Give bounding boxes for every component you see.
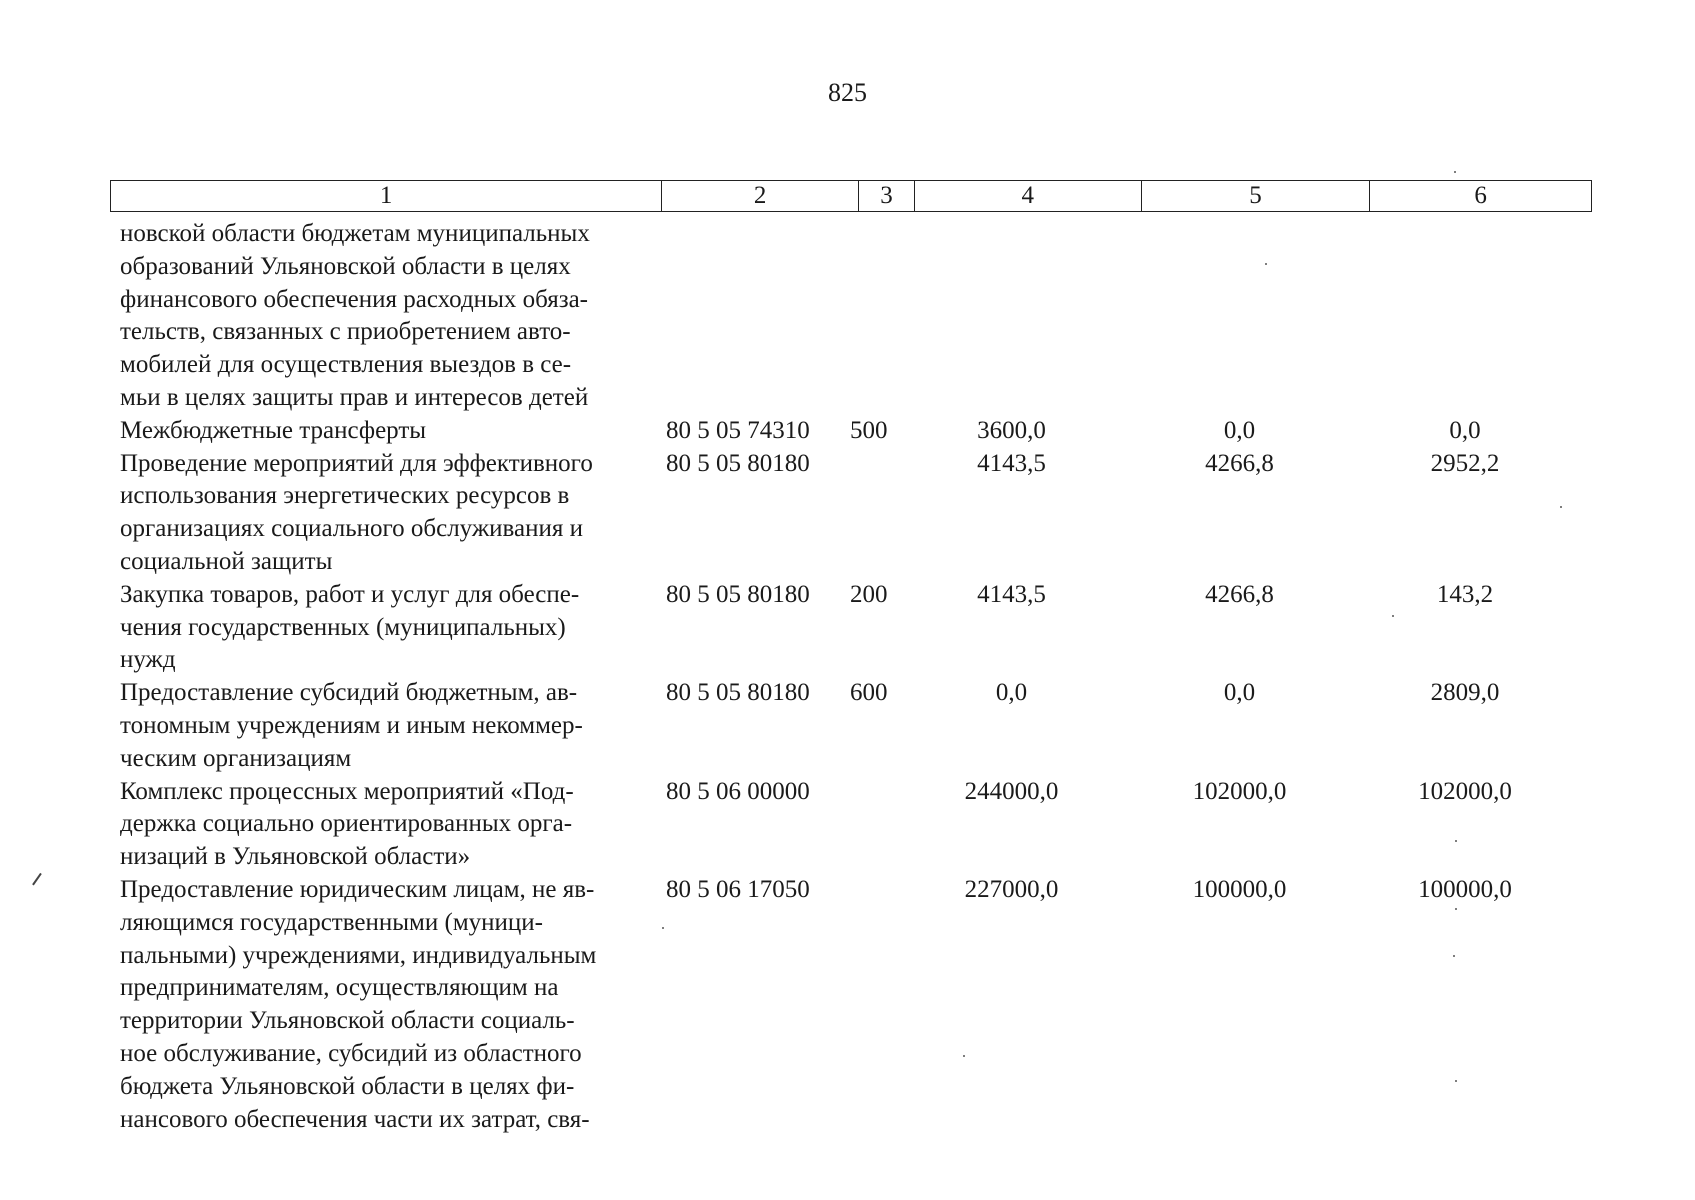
row-value-6: 0,0 [1449,416,1481,444]
row-value-6: 2809,0 [1430,679,1500,707]
row-value-4: 244000,0 [964,777,1059,805]
row-code: 80 5 06 00000 [666,777,810,805]
scan-speck [1455,1080,1457,1082]
scan-speck [1455,908,1457,910]
table-row [120,874,1592,1136]
table-header [110,180,1592,212]
row-value-5: 4266,8 [1205,580,1274,608]
header-col-3: 3 [859,181,915,211]
scan-mark [32,873,41,885]
scan-speck [1265,263,1267,265]
row-value-4: 4143,5 [977,580,1046,608]
row-code: 80 5 05 80180 [666,449,810,477]
row-value-5: 4266,8 [1205,449,1274,477]
page-number: 825 [828,78,867,107]
table-row [120,448,1592,579]
row-value-5: 0,0 [1223,416,1256,444]
table-body [120,218,1592,1136]
row-vr: 500 [850,416,888,444]
scan-speck [1392,615,1394,617]
row-value-5: 102000,0 [1192,777,1287,805]
row-value-4: 4143,5 [977,449,1046,477]
row-value-6: 102000,0 [1418,777,1512,805]
header-col-6: 6 [1474,182,1487,209]
table-row [120,218,1592,415]
table-row [120,776,1592,874]
row-value-6: 100000,0 [1418,875,1512,903]
row-value-6: 2952,2 [1430,449,1500,477]
row-name: Межбюджетные трансферты [120,416,427,444]
scan-speck [662,927,664,929]
row-value-4: 0,0 [995,679,1028,707]
row-name: Проведение мероприятий для эффективного использования энергетических ресурсов в организациях социального обслуживания и социальной защиты [120,449,593,575]
row-code: 80 5 05 80180 [666,679,810,707]
scan-speck [1453,955,1455,957]
scan-speck [1454,171,1456,173]
row-name: новской области бюджетам муниципальных образований Ульяновской области в целях финансового обеспечения расходных обяза- тельств, связанных с приобретением авто- мобилей для осуществления выездов в се- мьи в целях защиты прав и интересов детей [120,220,590,411]
row-code: 80 5 05 74310 [666,416,810,444]
row-value-5: 0,0 [1223,679,1256,707]
table-row [120,579,1592,677]
row-name: Предоставление субсидий бюджетным, ав- тономным учреждениям и иным некоммер- ческим организациям [120,679,583,772]
row-name: Предоставление юридическим лицам, не яв- ляющимся государственными (муници- пальными) учреждениями, индивидуальным предпринимателям, осуществляющим на территории Ульяновской области социаль- ное обслуживание, субсидий из областного бюджета Ульяновской области в целях фи- нансового обеспечения части их затрат, свя- [120,875,597,1133]
row-code: 80 5 06 17050 [666,875,810,903]
row-name: Комплекс процессных мероприятий «Под- держка социально ориентированных орга- низаций в Ульяновской области» [120,777,574,871]
row-code: 80 5 05 80180 [666,580,810,608]
row-vr: 600 [850,679,888,707]
scan-speck [1560,506,1562,508]
header-col-1: 1 [111,181,662,211]
table-row [120,415,1592,448]
row-value-6: 143,2 [1436,580,1494,608]
row-name: Закупка товаров, работ и услуг для обеспе- чения государственных (муниципальных) нужд [120,580,580,674]
scan-speck [1455,840,1457,842]
row-vr: 200 [850,580,888,608]
header-col-2: 2 [662,181,859,211]
header-col-5: 5 [1142,181,1371,211]
row-value-4: 227000,0 [964,875,1059,903]
row-value-4: 3600,0 [977,416,1046,444]
table-row [120,677,1592,775]
scan-speck [963,1055,965,1057]
header-col-4: 4 [915,181,1142,211]
row-value-5: 100000,0 [1192,875,1287,903]
